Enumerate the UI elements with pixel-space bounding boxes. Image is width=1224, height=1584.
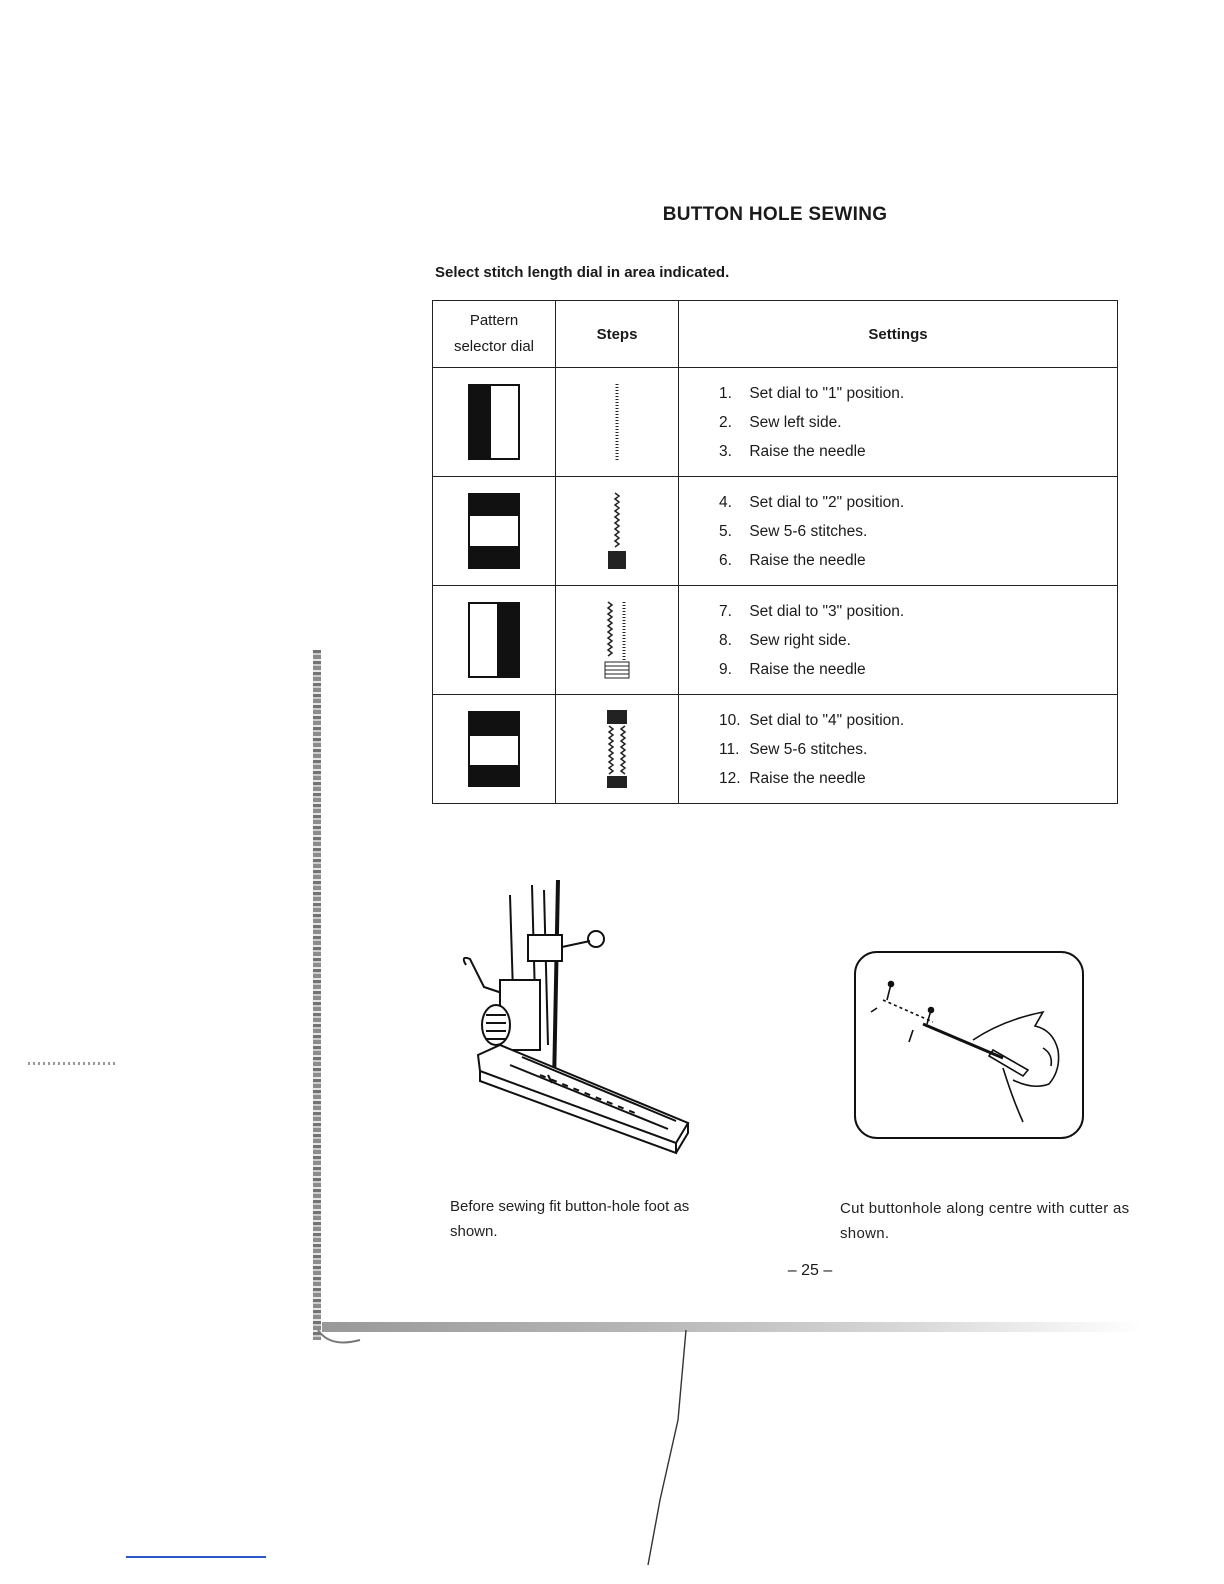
step-right-side-icon — [602, 600, 632, 680]
steps-cell — [556, 477, 679, 586]
settings-cell — [679, 695, 1118, 804]
steps-cell — [556, 586, 679, 695]
dial-cell — [433, 586, 556, 695]
setting-line: 4. Set dial to "2" position. — [719, 493, 905, 511]
setting-line: 12. Raise the needle — [719, 769, 866, 787]
blue-rule — [126, 1556, 266, 1558]
dial-position-2-icon — [468, 493, 520, 569]
dial-position-1-icon — [468, 384, 520, 460]
dial-position-4-icon — [468, 711, 520, 787]
table-header-row — [433, 301, 1118, 368]
setting-line: 10. Set dial to "4" position. — [719, 711, 905, 729]
settings-cell — [679, 477, 1118, 586]
table-row — [433, 695, 1118, 804]
setting-line: 2. Sew left side. — [719, 413, 842, 431]
step-finished-buttonhole-icon — [602, 708, 632, 790]
setting-line: 11. Sew 5-6 stitches. — [719, 740, 868, 758]
intro-text: Select stitch length dial in area indicated. — [435, 264, 730, 281]
header-settings: Settings — [679, 301, 1118, 368]
cut-buttonhole-illustration — [853, 950, 1087, 1142]
page-title: BUTTON HOLE SEWING — [662, 204, 888, 225]
setting-line: 3. Raise the needle — [719, 442, 866, 460]
setting-line: 8. Sew right side. — [719, 631, 851, 649]
dial-cell — [433, 477, 556, 586]
header-line-1: Pattern — [469, 312, 519, 329]
table-row — [433, 586, 1118, 695]
setting-line: 1. Set dial to "1" position. — [719, 384, 905, 402]
setting-line: 6. Raise the needle — [719, 551, 866, 569]
setting-line: 5. Sew 5-6 stitches. — [719, 522, 868, 540]
caption-fit-foot: Before sewing fit button-hole foot as shown. — [450, 1198, 690, 1240]
buttonhole-foot-illustration — [440, 875, 710, 1160]
table-row — [433, 477, 1118, 586]
settings-cell — [679, 586, 1118, 695]
header-steps: Steps — [556, 301, 679, 368]
dial-cell — [433, 368, 556, 477]
setting-line: 7. Set dial to "3" position. — [719, 602, 905, 620]
step-left-side-icon — [607, 382, 627, 462]
caption-cut-buttonhole: Cut buttonhole along centre with cutter as shown. — [840, 1200, 1130, 1242]
table-row — [433, 368, 1118, 477]
header-pattern-selector — [433, 301, 556, 368]
dial-position-3-icon — [468, 602, 520, 678]
setting-line: 9. Raise the needle — [719, 660, 866, 678]
buttonhole-table — [432, 300, 1118, 804]
header-line-2: selector dial — [453, 338, 535, 355]
page-number: – 25 – — [787, 1262, 833, 1279]
steps-cell — [556, 695, 679, 804]
settings-cell — [679, 368, 1118, 477]
steps-cell — [556, 368, 679, 477]
step-bartack-icon — [605, 491, 629, 571]
dial-cell — [433, 695, 556, 804]
